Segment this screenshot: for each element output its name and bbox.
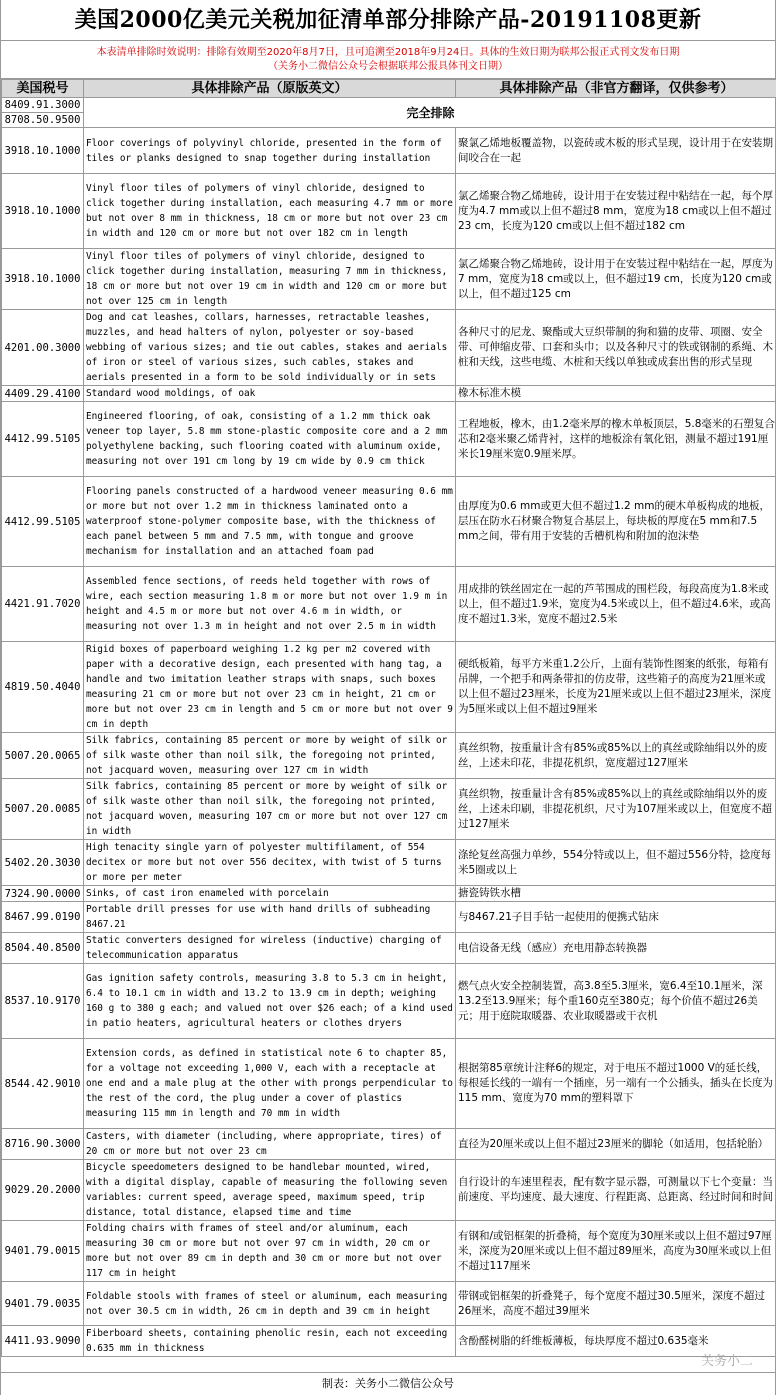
- product-description-chinese: 燃气点火安全控制装置，高3.8至5.3厘米，宽6.4至10.1厘米，深13.2至13.9厘米；每个重160克至380克；每个价值不超过26美元；用于庭院取暖器、农业取暖器或干衣机: [456, 964, 776, 1039]
- exclusion-table: [1, 79, 776, 1357]
- full-exclusion-label: 完全排除: [84, 98, 776, 128]
- table-row-full-exclusion-1: [2, 98, 776, 113]
- product-description-english: Folding chairs with frames of steel and/or aluminum, each measuring 30 cm or more but not over 97 cm in width, 20 cm or more but not over 89 cm in depth and 30 cm or more but not over 117 cm in height: [84, 1221, 456, 1282]
- hts-code: 8537.10.9170: [2, 964, 84, 1039]
- table-row: [2, 779, 776, 840]
- table-row: [2, 840, 776, 886]
- product-description-chinese: 硬纸板箱，每平方米重1.2公斤，上面有装饰性图案的纸张，每箱有吊牌，一个把手和两条带扣的仿皮带，这些箱子的高度为21厘米或以上但不超过23厘米，长度为21厘米或以上但不超过23厘米，深度为5厘米或以上但不超过9厘米: [456, 642, 776, 733]
- product-description-english: Gas ignition safety controls, measuring 3.8 to 5.3 cm in height, 6.4 to 10.1 cm in width and 13.2 to 13.9 cm in depth; weighing 160 g to 380 g each; and valued not over $26 each; of a kind used in patio heaters, agricultural heaters or clothes dryers: [84, 964, 456, 1039]
- hts-code: 4412.99.5105: [2, 477, 84, 567]
- table-row: [2, 1326, 776, 1357]
- table-row: [2, 402, 776, 477]
- table-row: [2, 174, 776, 249]
- hts-code: 8708.50.9500: [2, 113, 84, 128]
- hts-code: 4412.99.5105: [2, 402, 84, 477]
- header-english: 具体排除产品（原版英文）: [84, 80, 456, 98]
- product-description-english: Static converters designed for wireless (inductive) charging of telecommunication apparatus: [84, 933, 456, 964]
- table-row: [2, 249, 776, 310]
- page-title: 美国2000亿美元关税加征清单部分排除产品-20191108更新: [1, 0, 775, 41]
- product-description-english: Silk fabrics, containing 85 percent or more by weight of silk or of silk waste other than noil silk, the foregoing not printed, not jacquard woven, measuring 107 cm or more but not over 127 cm in width: [84, 779, 456, 840]
- hts-code: 5007.20.0085: [2, 779, 84, 840]
- hts-code: 8504.40.8500: [2, 933, 84, 964]
- hts-code: 5007.20.0065: [2, 733, 84, 779]
- product-description-english: Foldable stools with frames of steel or aluminum, each measuring not over 30.5 cm in width, 26 cm in depth and 39 cm in height: [84, 1282, 456, 1326]
- product-description-chinese: 真丝织物，按重量计含有85%或85%以上的真丝或除䌷绢以外的废丝，上述未印刷，非提花机织，尺寸为107厘米或以上，但宽度不超过127厘米: [456, 779, 776, 840]
- header-chinese: 具体排除产品（非官方翻译，仅供参考）: [456, 80, 776, 98]
- table-row: [2, 964, 776, 1039]
- hts-code: 8467.99.0190: [2, 902, 84, 933]
- table-row: [2, 1129, 776, 1160]
- product-description-chinese: 电信设备无线（感应）充电用静态转换器: [456, 933, 776, 964]
- hts-code: 3918.10.1000: [2, 174, 84, 249]
- hts-code: 4819.50.4040: [2, 642, 84, 733]
- product-description-english: Assembled fence sections, of reeds held together with rows of wire, each section measuring 1.8 m or more but not over 1.9 m in height and 4.5 m or more but not over 4.6 m in width, or measuring not over 1.3 m in height and not over 2.5 m in width: [84, 567, 456, 642]
- product-description-english: Fiberboard sheets, containing phenolic resin, each not exceeding 0.635 mm in thickness: [84, 1326, 456, 1357]
- product-description-english: Standard wood moldings, of oak: [84, 386, 456, 402]
- product-description-english: Portable drill presses for use with hand drills of subheading 8467.21: [84, 902, 456, 933]
- product-description-english: Floor coverings of polyvinyl chloride, presented in the form of tiles or planks designed to snap together during installation: [84, 128, 456, 174]
- hts-code: 3918.10.1000: [2, 249, 84, 310]
- product-description-english: Rigid boxes of paperboard weighing 1.2 kg per m2 covered with paper with a decorative design, each presented with hang tag, a handle and two imitation leather straps with snaps, such boxes measuring 21 cm or more but not over 23 cm in height, 21 cm or more but not over 23 cm in length and 5 cm or more but not over 9 cm in depth: [84, 642, 456, 733]
- table-row: [2, 642, 776, 733]
- product-description-chinese: 各种尺寸的尼龙、聚酯或大豆织带制的狗和猫的皮带、项圈、安全带、可伸缩皮带、口套和头巾；以及各种尺寸的铁或钢制的系绳、木桩和天线，这些电缆、木桩和天线以单独或成套出售的形式呈现: [456, 310, 776, 386]
- product-description-english: High tenacity single yarn of polyester multifilament, of 554 decitex or more but not over 556 decitex, with twist of 5 turns or more per meter: [84, 840, 456, 886]
- product-description-english: Extension cords, as defined in statistical note 6 to chapter 85, for a voltage not exceeding 1,000 V, each with a receptacle at one end and a male plug at the other with prongs perpendicular to the rest of the cord, the plug under a cover of plastics measuring 115 mm in length and 70 mm in width: [84, 1039, 456, 1129]
- hts-code: 4409.29.4100: [2, 386, 84, 402]
- hts-code: 4421.91.7020: [2, 567, 84, 642]
- notice-line-1: 本表清单排除时效说明：排除有效期至2020年8月7日，且可追溯至2018年9月24日。具体的生效日期为联邦公报正式刊文发布日期: [96, 47, 680, 58]
- table-row: [2, 1221, 776, 1282]
- table-row: [2, 1282, 776, 1326]
- table-row: [2, 477, 776, 567]
- product-description-english: Dog and cat leashes, collars, harnesses, retractable leashes, muzzles, and head halters of nylon, polyester or soy-based webbing of various sizes; and tie out cables, stakes and aerials of iron or steel of various sizes, such cables, stakes and aerials presented in a form to be sold individually or in sets: [84, 310, 456, 386]
- product-description-chinese: 直径为20厘米或以上但不超过23厘米的脚轮（如适用，包括轮胎）: [456, 1129, 776, 1160]
- product-description-english: Vinyl floor tiles of polymers of vinyl chloride, designed to click together during installation, each measuring 4.7 mm or more but not over 8 mm in thickness, 18 cm or more but not over 23 cm in width and 120 cm or more but not over 182 cm in length: [84, 174, 456, 249]
- product-description-chinese: 橡木标准木模: [456, 386, 776, 402]
- hts-code: 4411.93.9090: [2, 1326, 84, 1357]
- hts-code: 9401.79.0015: [2, 1221, 84, 1282]
- product-description-english: Flooring panels constructed of a hardwood veneer measuring 0.6 mm or more but not over 1.2 mm in thickness laminated onto a waterproof stone-polymer composite base, with the thickness of each panel between 5 mm and 7.5 mm, with tongue and groove mechanism for installation and an attached foam pad: [84, 477, 456, 567]
- product-description-chinese: 聚氯乙烯地板覆盖物，以瓷砖或木板的形式呈现，设计用于在安装期间咬合在一起: [456, 128, 776, 174]
- product-description-chinese: 有钢和/或铝框架的折叠椅，每个宽度为30厘米或以上但不超过97厘米，深度为20厘米或以上但不超过89厘米，高度为30厘米或以上但不超过117厘米: [456, 1221, 776, 1282]
- table-row: [2, 567, 776, 642]
- product-description-chinese: 含酚醛树脂的纤维板薄板，每块厚度不超过0.635毫米: [456, 1326, 776, 1357]
- table-row: [2, 386, 776, 402]
- product-description-chinese: 工程地板，橡木，由1.2毫米厚的橡木单板顶层，5.8毫米的石塑复合芯和2毫米聚乙烯背衬，这样的地板涂有氧化铝，测量不超过191厘米长19厘米宽0.9厘米厚。: [456, 402, 776, 477]
- hts-code: 7324.90.0000: [2, 886, 84, 902]
- hts-code: 8716.90.3000: [2, 1129, 84, 1160]
- product-description-chinese: 氯乙烯聚合物乙烯地砖，设计用于在安装过程中粘结在一起，厚度为7 mm，宽度为18 cm或以上，但不超过19 cm，长度为120 cm或以上，但不超过125 cm: [456, 249, 776, 310]
- hts-code: 3918.10.1000: [2, 128, 84, 174]
- product-description-english: Vinyl floor tiles of polymers of vinyl chloride, designed to click together during installation, measuring 7 mm in thickness, 18 cm or more but not over 19 cm in width and 120 cm or more but not over 125 cm in length: [84, 249, 456, 310]
- table-row: [2, 310, 776, 386]
- hts-code: 8409.91.3000: [2, 98, 84, 113]
- product-description-chinese: 涤纶复丝高强力单纱，554分特或以上，但不超过556分特，捻度每米5圈或以上: [456, 840, 776, 886]
- product-description-chinese: 氯乙烯聚合物乙烯地砖，设计用于在安装过程中粘结在一起，每个厚度为4.7 mm或以上但不超过8 mm，宽度为18 cm或以上但不超过23 cm，长度为120 cm或以上但不超过182 cm: [456, 174, 776, 249]
- product-description-chinese: 真丝织物，按重量计含有85%或85%以上的真丝或除䌷绢以外的废丝，上述未印花，非提花机织，宽度超过127厘米: [456, 733, 776, 779]
- product-description-english: Sinks, of cast iron enameled with porcelain: [84, 886, 456, 902]
- watermark-text: 关务小二: [700, 1354, 753, 1369]
- table-row: [2, 733, 776, 779]
- product-description-chinese: 与8467.21子目手钻一起使用的便携式钻床: [456, 902, 776, 933]
- table-row: [2, 902, 776, 933]
- table-header-row: [2, 80, 776, 98]
- product-description-chinese: 用成排的铁丝固定在一起的芦苇围成的围栏段，每段高度为1.8米或以上，但不超过1.9米，宽度为4.5米或以上，但不超过4.6米，或高度不超过1.3米，宽度不超过2.5米: [456, 567, 776, 642]
- product-description-chinese: 根据第85章统计注释6的规定，对于电压不超过1000 V的延长线，每根延长线的一端有一个插座，另一端有一个公插头，插头在长度为115 mm、宽度为70 mm的塑料罩下: [456, 1039, 776, 1129]
- table-row: [2, 1160, 776, 1221]
- notice-line-2: （关务小二微信公众号会根据联邦公报具体刊文日期）: [268, 61, 508, 72]
- header-code: 美国税号: [2, 80, 84, 98]
- product-description-english: Silk fabrics, containing 85 percent or more by weight of silk or of silk waste other than noil silk, the foregoing not printed, not jacquard woven, measuring over 127 cm in width: [84, 733, 456, 779]
- product-description-english: Engineered flooring, of oak, consisting of a 1.2 mm thick oak veneer top layer, 5.8 mm stone-plastic composite core and a 2 mm polyethylene backing, such flooring coated with aluminum oxide, measuring not over 191 cm long by 19 cm wide by 0.9 cm thick: [84, 402, 456, 477]
- table-row: [2, 128, 776, 174]
- product-description-chinese: 带钢或铝框架的折叠凳子，每个宽度不超过30.5厘米，深度不超过26厘米，高度不超过39厘米: [456, 1282, 776, 1326]
- validity-notice: [1, 41, 775, 79]
- table-row: [2, 886, 776, 902]
- table-row: [2, 933, 776, 964]
- product-description-english: Casters, with diameter (including, where appropriate, tires) of 20 cm or more but not over 23 cm: [84, 1129, 456, 1160]
- product-description-chinese: 搪瓷铸铁水槽: [456, 886, 776, 902]
- hts-code: 9401.79.0035: [2, 1282, 84, 1326]
- hts-code: 5402.20.3030: [2, 840, 84, 886]
- product-description-english: Bicycle speedometers designed to be handlebar mounted, wired, with a digital display, capable of measuring the following seven variables: current speed, average speed, maximum speed, trip distance, total distance, elapsed time and time: [84, 1160, 456, 1221]
- product-description-chinese: 自行设计的车速里程表，配有数字显示器，可测量以下七个变量：当前速度、平均速度、最大速度、行程距离、总距离、经过时间和时间: [456, 1160, 776, 1221]
- hts-code: 4201.00.3000: [2, 310, 84, 386]
- product-description-chinese: 由厚度为0.6 mm或更大但不超过1.2 mm的硬木单板构成的地板，层压在防水石材聚合物复合基层上，每块板的厚度在5 mm和7.5 mm之间，带有用于安装的舌槽机构和附加的泡沫垫: [456, 477, 776, 567]
- hts-code: 9029.20.2000: [2, 1160, 84, 1221]
- table-row: [2, 1039, 776, 1129]
- hts-code: 8544.42.9010: [2, 1039, 84, 1129]
- footer-credit: 制表：关务小二微信公众号: [1, 1372, 775, 1395]
